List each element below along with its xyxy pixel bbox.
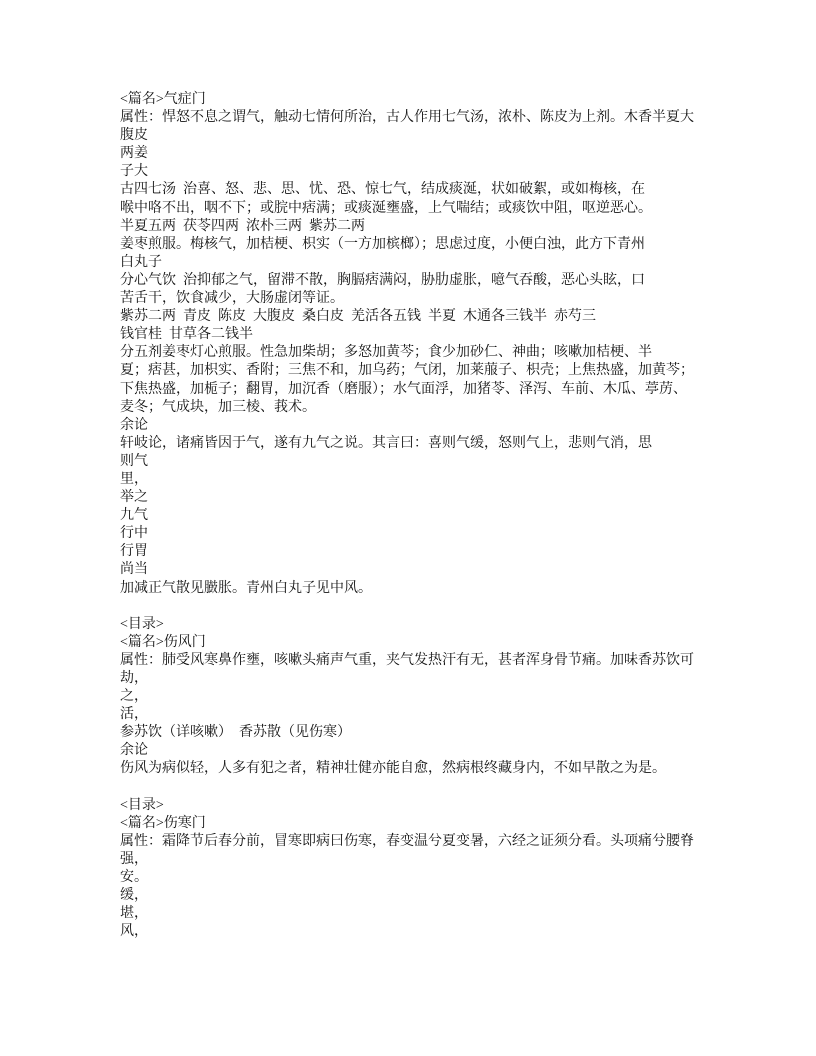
text-line: 行胃: [120, 544, 148, 560]
text-line: 堪，: [120, 906, 148, 922]
text-line: 属性：肺受风寒鼻作壅，咳嗽头痛声气重，夹气发热汗有无，甚者浑身骨节痛。加味香苏饮可: [120, 652, 694, 668]
text-line: 九气: [120, 508, 148, 524]
text-line: 轩岐论，诸痛皆因于气，遂有九气之说。其言曰：喜则气缓，怒则气上，悲则气消，思: [120, 435, 652, 451]
text-line: 强，: [120, 851, 148, 867]
text-line: 下焦热盛，加栀子；翻胃，加沉香（磨服）；水气面浮，加猪苓、泽泻、车前、木瓜、葶苈、: [120, 381, 687, 397]
text-line: 属性：霜降节后春分前，冒寒即病曰伤寒，春变温兮夏变暑，六经之证须分看。头项痛兮腰脊: [120, 833, 694, 849]
text-line: 参苏饮（详咳嗽） 香苏散（见伤寒）: [120, 725, 351, 741]
toc-marker: <目录>: [120, 616, 164, 632]
text-line: 苦舌干，饮食减少，大肠虚闭等证。: [120, 291, 344, 307]
blank-line: [120, 779, 720, 797]
text-line: 分五剂姜枣灯心煎服。性急加柴胡；多怒加黄芩；食少加砂仁、神曲；咳嗽加桔梗、半: [120, 345, 652, 361]
text-line: 加减正气散见臌胀。青州白丸子见中风。: [120, 580, 372, 596]
text-line: 行中: [120, 526, 148, 542]
text-line: 半夏五两 茯苓四两 浓朴三两 紫苏二两: [120, 218, 365, 234]
section-title: <篇名>气症门: [120, 92, 206, 107]
text-line: 尚当: [120, 562, 148, 578]
text-line: 举之: [120, 490, 148, 506]
text-line: 夏；痞甚，加枳实、香附；三焦不和，加乌药；气闭，加莱菔子、枳壳；上焦热盛，加黄芩；: [120, 363, 694, 379]
toc-marker: <目录>: [120, 797, 164, 813]
text-line: 则气: [120, 453, 148, 469]
text-line: 伤风为病似轻，人多有犯之者，精神壮健亦能自愈，然病根终藏身内，不如早散之为是。: [120, 761, 666, 777]
subheading: 余论: [120, 417, 148, 433]
text-line: 子大: [120, 164, 148, 180]
text-line: 腹皮: [120, 128, 148, 144]
text-line: 风，: [120, 924, 148, 940]
text-line: 里，: [120, 471, 148, 487]
document-page: [120, 91, 720, 941]
subheading: 余论: [120, 743, 148, 759]
text-line: 劫，: [120, 671, 148, 686]
text-line: 安。: [120, 870, 148, 886]
text-line: 活，: [120, 707, 148, 723]
text-line: 属性：悍怒不息之谓气，触动七情何所治，古人作用七气汤，浓朴、陈皮为上剂。木香半夏大: [120, 110, 694, 126]
text-line: 缓，: [120, 888, 148, 904]
blank-line: [120, 598, 720, 616]
text-line: 喉中咯不出，咽不下；或脘中痞满；或痰涎壅盛，上气喘结；或痰饮中阻，呕逆恶心。: [120, 200, 652, 216]
text-line: 分心气饮 治抑郁之气，留滞不散，胸膈痞满闷，胁肋虚胀，噫气吞酸，恶心头眩，口: [120, 272, 645, 288]
section-title: <篇名>伤风门: [120, 634, 206, 650]
text-line: 之，: [120, 689, 148, 705]
text-line: 古四七汤 治喜、怒、悲、思、忧、恐、惊七气，结成痰涎，状如破絮，或如梅核，在: [120, 182, 645, 198]
text-line: 白丸子: [120, 254, 162, 270]
section-title: <篇名>伤寒门: [120, 815, 206, 831]
text-line: 两姜: [120, 146, 148, 162]
text-line: 钱官桂 甘草各二钱半: [120, 327, 253, 343]
text-line: 姜枣煎服。梅核气，加桔梗、枳实（一方加槟榔）；思虑过度，小便白浊，此方下青州: [120, 236, 645, 252]
text-line: 紫苏二两 青皮 陈皮 大腹皮 桑白皮 羌活各五钱 半夏 木通各三钱半 赤芍三: [120, 309, 596, 325]
text-line: 麦冬；气成块，加三棱、莪术。: [120, 399, 316, 415]
